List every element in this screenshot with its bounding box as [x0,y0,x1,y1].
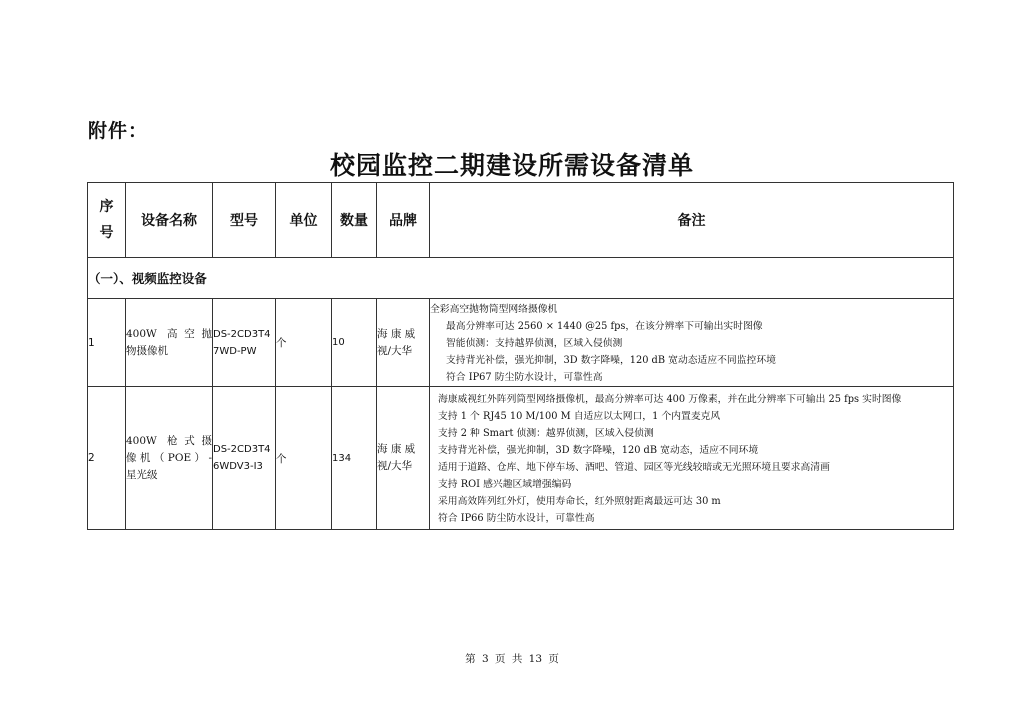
cell-notes [430,387,954,530]
header-name: 设备名称 [126,183,213,258]
header-model: 型号 [213,183,276,258]
cell-brand [377,299,430,387]
note-line: 最高分辨率可达 2560 × 1440 @25 fps，在该分辨率下可输出实时图像 [446,321,763,332]
table-row [88,387,954,530]
section-row [88,258,954,299]
model-line: DS-2CD3T4 [213,328,271,340]
device-name-line: 400W 高空抛 [126,327,212,340]
note-line: 智能侦测：支持越界侦测，区域入侵侦测 [446,338,623,349]
note-line: 支持背光补偿，强光抑制，3D 数字降噪，120 dB 宽动态，适应不同环境 [438,445,759,456]
header-unit: 单位 [276,183,332,258]
equipment-table [87,182,954,530]
device-name-line: 星光级 [126,468,158,481]
header-seq-line-2: 号 [99,225,114,241]
brand-line: 海 康 威 [377,327,416,340]
cell-quantity: 134 [332,387,377,530]
cell-model [213,299,276,387]
note-line: 适用于道路、仓库、地下停车场、酒吧、管道、园区等光线较暗或无光照环境且要求高清画 [438,462,830,473]
cell-brand [377,387,430,530]
cell-unit: 个 [276,387,332,530]
note-line: 支持 2 种 Smart 侦测：越界侦测，区域入侵侦测 [438,428,654,439]
cell-quantity: 10 [332,299,377,387]
device-name-line: 400W 枪式摄 [126,434,212,447]
page-footer: 第 3 页 共 13 页 [465,653,559,665]
brand-line: 海 康 威 [377,443,416,455]
brand-line: 视/大华 [377,460,413,472]
table-header-row [88,183,954,258]
cell-device-name [126,299,213,387]
model-line: 6WDV3-I3 [213,461,263,472]
header-qty: 数量 [332,183,377,258]
section-title: （一）、视频监控设备 [88,258,954,299]
cell-notes [430,299,954,387]
note-line: 支持 1 个 RJ45 10 M/100 M 自适应以太网口，1 个内置麦克风 [438,411,721,422]
note-line: 海康威视红外阵列筒型网络摄像机，最高分辨率可达 400 万像素，并在此分辨率下可输出 25 fps 实时图像 [438,394,902,405]
cell-device-name [126,387,213,530]
table-row [88,299,954,387]
note-line: 支持 ROI 感兴趣区域增强编码 [438,479,572,490]
note-line: 符合 IP66 防尘防水设计，可靠性高 [438,513,595,524]
cell-unit: 个 [276,299,332,387]
header-seq [88,183,126,258]
note-line: 支持背光补偿，强光抑制，3D 数字降噪，120 dB 宽动态适应不同监控环境 [446,355,776,366]
header-brand: 品牌 [377,183,430,258]
device-name-line: 像机（POE）- [126,451,212,464]
model-line: DS-2CD3T4 [213,444,271,455]
header-notes: 备注 [430,183,954,258]
model-line: 7WD-PW [213,345,257,357]
attachment-label: 附件： [88,120,149,142]
document-title: 校园监控二期建设所需设备清单 [329,151,694,180]
note-line: 符合 IP67 防尘防水设计，可靠性高 [446,372,603,383]
note-line: 全彩高空抛物筒型网络摄像机 [430,304,558,315]
brand-line: 视/大华 [377,344,413,357]
cell-seq: 2 [88,387,126,530]
device-name-line: 物摄像机 [126,344,168,357]
cell-seq: 1 [88,299,126,387]
header-seq-line-1: 序 [99,199,114,215]
note-line: 采用高效阵列红外灯，使用寿命长，红外照射距离最远可达 30 m [438,496,721,507]
cell-model [213,387,276,530]
